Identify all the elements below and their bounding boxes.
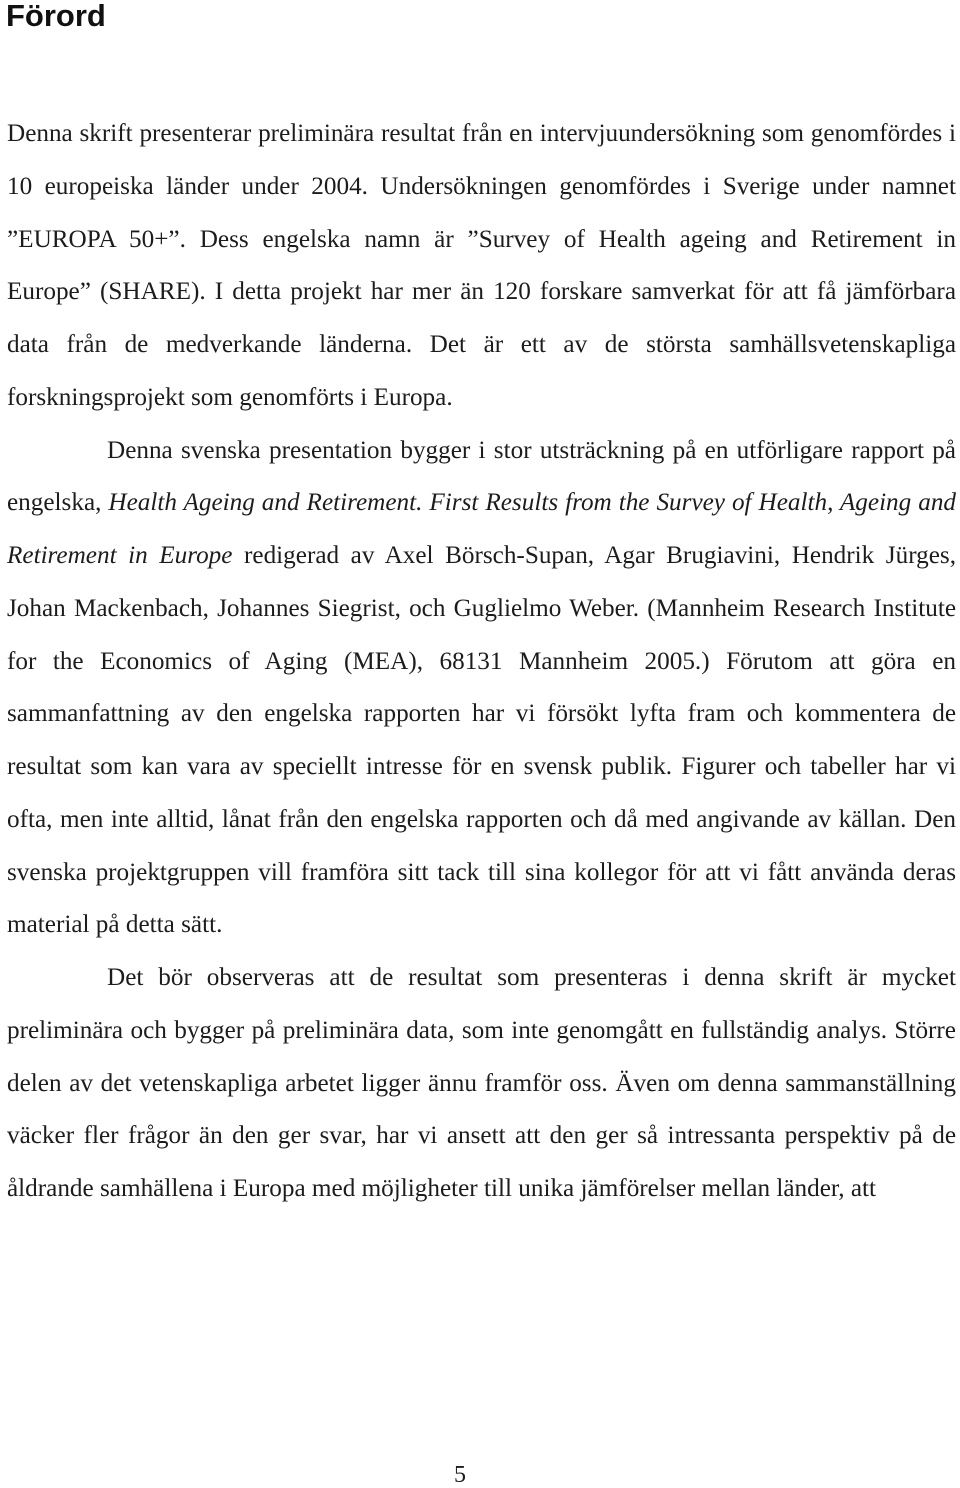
paragraph-presentation-rest: redigerad av Axel Börsch-Supan, Agar Brugiavini, Hendrik Jürges, Johan Mackenbach, Johannes Siegrist, och Guglielmo Weber. (Mannheim Research Institute for the Economics of Aging (MEA), 68131 Mannheim 2005.) Förutom att göra en sammanfattning av den engelska rapporten har vi försökt lyfta fram och kommentera de resultat som kan vara av speciellt intresse för en svensk publik. Figurer och tabeller har vi ofta, men inte alltid, lånat från den engelska rapporten och då med angivande av källan. Den svenska projektgruppen vill framföra sitt tack till sina kollegor för att vi fått använda deras material på detta sätt. xyxy=(7,542,956,939)
paragraph-observation: Det bör observeras att de resultat som presenteras i denna skrift är mycket preliminära och bygger på preliminära data, som inte genomgått en fullständig analys. Större delen av det vetenskapliga arbetet ligger ännu framför oss. Även om denna sammanställning väcker fler frågor än den ger svar, har vi ansett att den ger så intressanta perspektiv på de åldrande samhällena i Europa med möjligheter till unika jämförelser mellan länder, att xyxy=(7,964,956,1202)
page-number: 5 xyxy=(454,1462,466,1488)
paragraph-presentation-lead: Denna svenska presentation bygger i stor utsträckning på en utförligare rapport på engelska, xyxy=(7,436,956,517)
body-text xyxy=(7,108,956,1216)
page-title: Förord xyxy=(6,0,106,33)
paragraph-presentation xyxy=(7,425,956,953)
paragraph-intro: Denna skrift presenterar preliminära resultat från en intervjuundersökning som genomfördes i 10 europeiska länder under 2004. Undersökningen genomfördes i Sverige under namnet ”EUROPA 50+”. Dess engelska namn är ”Survey of Health ageing and Retirement in Europe” (SHARE). I detta projekt har mer än 120 forskare samverkat för att få jämförbara data från de medverkande länderna. Det är ett av de största samhällsvetenskapliga forskningsprojekt som genomförts i Europa. xyxy=(7,120,956,411)
report-title: Health Ageing and Retirement. First Results from the Survey of Health, Ageing and Retirement in Europe xyxy=(7,489,957,569)
